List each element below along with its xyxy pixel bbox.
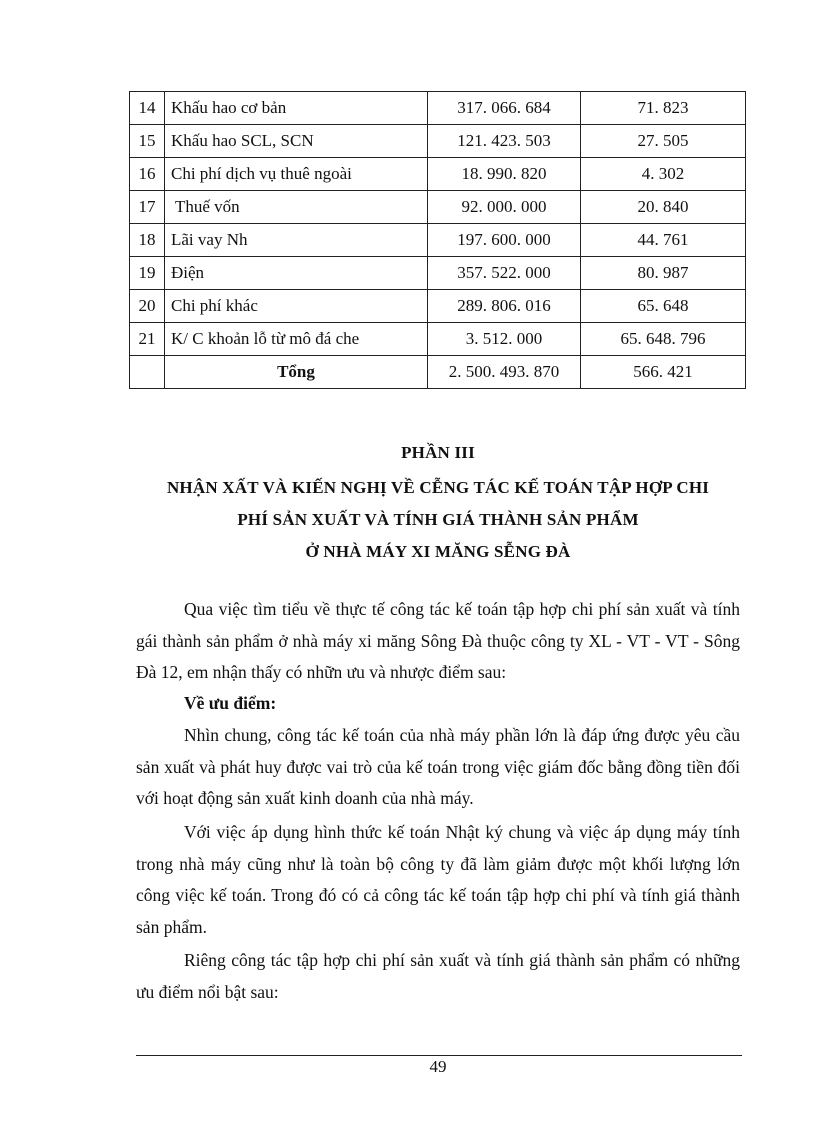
row-amount: 317. 066. 684	[428, 92, 581, 125]
row-item-name: Chi phí dịch vụ thuê ngoài	[165, 158, 428, 191]
table-row	[130, 224, 746, 257]
total-amount: 2. 500. 493. 870	[428, 356, 581, 389]
row-unit-amount: 80. 987	[581, 257, 746, 290]
cost-table	[129, 91, 746, 389]
subheading-advantages: Về ưu điểm:	[184, 693, 277, 713]
row-item-name: Điện	[165, 257, 428, 290]
row-amount: 92. 000. 000	[428, 191, 581, 224]
row-number: 21	[130, 323, 165, 356]
total-label: Tổng	[165, 356, 428, 389]
paragraph-strengths: Riêng công tác tập hợp chi phí sản xuất và tính giá thành sản phẩm có những ưu điểm nổi bật sau:	[136, 950, 740, 1002]
total-unit-amount: 566. 421	[581, 356, 746, 389]
paragraph-intro: Qua việc tìm tiểu về thực tế công tác kế toán tập hợp chi phí sản xuất và tính gái thành sản phẩm ở nhà máy xi măng Sông Đà thuộc công ty XL - VT - VT - Sông Đà 12, em nhận thấy có nhữn ưu và nhược điểm sau:	[136, 599, 740, 682]
row-unit-amount: 65. 648. 796	[581, 323, 746, 356]
footer-divider	[136, 1055, 742, 1056]
total-number-cell	[130, 356, 165, 389]
row-item-name: Khấu hao cơ bản	[165, 92, 428, 125]
row-unit-amount: 27. 505	[581, 125, 746, 158]
table-row	[130, 191, 746, 224]
row-amount: 18. 990. 820	[428, 158, 581, 191]
row-unit-amount: 20. 840	[581, 191, 746, 224]
row-item-name: K/ C khoản lỗ từ mô đá che	[165, 323, 428, 356]
section-part-heading: PHẦN III	[401, 443, 475, 462]
row-item-name: Thuế vốn	[165, 191, 428, 224]
row-amount: 121. 423. 503	[428, 125, 581, 158]
row-number: 14	[130, 92, 165, 125]
table-row	[130, 125, 746, 158]
row-unit-amount: 65. 648	[581, 290, 746, 323]
row-number: 18	[130, 224, 165, 257]
page-number: 49	[429, 1057, 447, 1076]
paragraph-overview: Nhìn chung, công tác kế toán của nhà máy phần lớn là đáp ứng được yêu cầu sản xuất và phát huy được vai trò của kế toán trong việc giám đốc bằng đồng tiền đối với hoạt động sản xuất kinh doanh của nhà máy.	[136, 725, 740, 808]
row-item-name: Chi phí khác	[165, 290, 428, 323]
table-total-row	[130, 356, 746, 389]
row-amount: 3. 512. 000	[428, 323, 581, 356]
table-row	[130, 290, 746, 323]
row-number: 15	[130, 125, 165, 158]
table-row	[130, 158, 746, 191]
row-number: 20	[130, 290, 165, 323]
row-unit-amount: 71. 823	[581, 92, 746, 125]
table-row	[130, 323, 746, 356]
section-title-line-3: Ở NHÀ MÁY XI MĂNG SỄNG ĐÀ	[305, 542, 571, 561]
section-title-line-2: PHÍ SẢN XUẤT VÀ TÍNH GIÁ THÀNH SẢN PHẨM	[237, 510, 639, 529]
row-number: 16	[130, 158, 165, 191]
row-amount: 197. 600. 000	[428, 224, 581, 257]
row-unit-amount: 4. 302	[581, 158, 746, 191]
row-unit-amount: 44. 761	[581, 224, 746, 257]
row-number: 17	[130, 191, 165, 224]
paragraph-journal-method: Với việc áp dụng hình thức kế toán Nhật ký chung và việc áp dụng máy tính trong nhà máy cũng như là toàn bộ công ty đã làm giảm được một khối lượng lớn công việc kế toán. Trong đó có cả công tác kế toán tập hợp chi phí và tính giá thành sản phẩm.	[136, 822, 740, 937]
section-title-line-1: NHẬN XẤT VÀ KIẾN NGHỊ VỀ CỄNG TÁC KẾ TOÁN TẬP HỢP CHI	[166, 478, 710, 497]
table-row	[130, 257, 746, 290]
row-item-name: Khấu hao SCL, SCN	[165, 125, 428, 158]
row-amount: 357. 522. 000	[428, 257, 581, 290]
table-row	[130, 92, 746, 125]
row-amount: 289. 806. 016	[428, 290, 581, 323]
row-item-name: Lãi vay Nh	[165, 224, 428, 257]
row-number: 19	[130, 257, 165, 290]
